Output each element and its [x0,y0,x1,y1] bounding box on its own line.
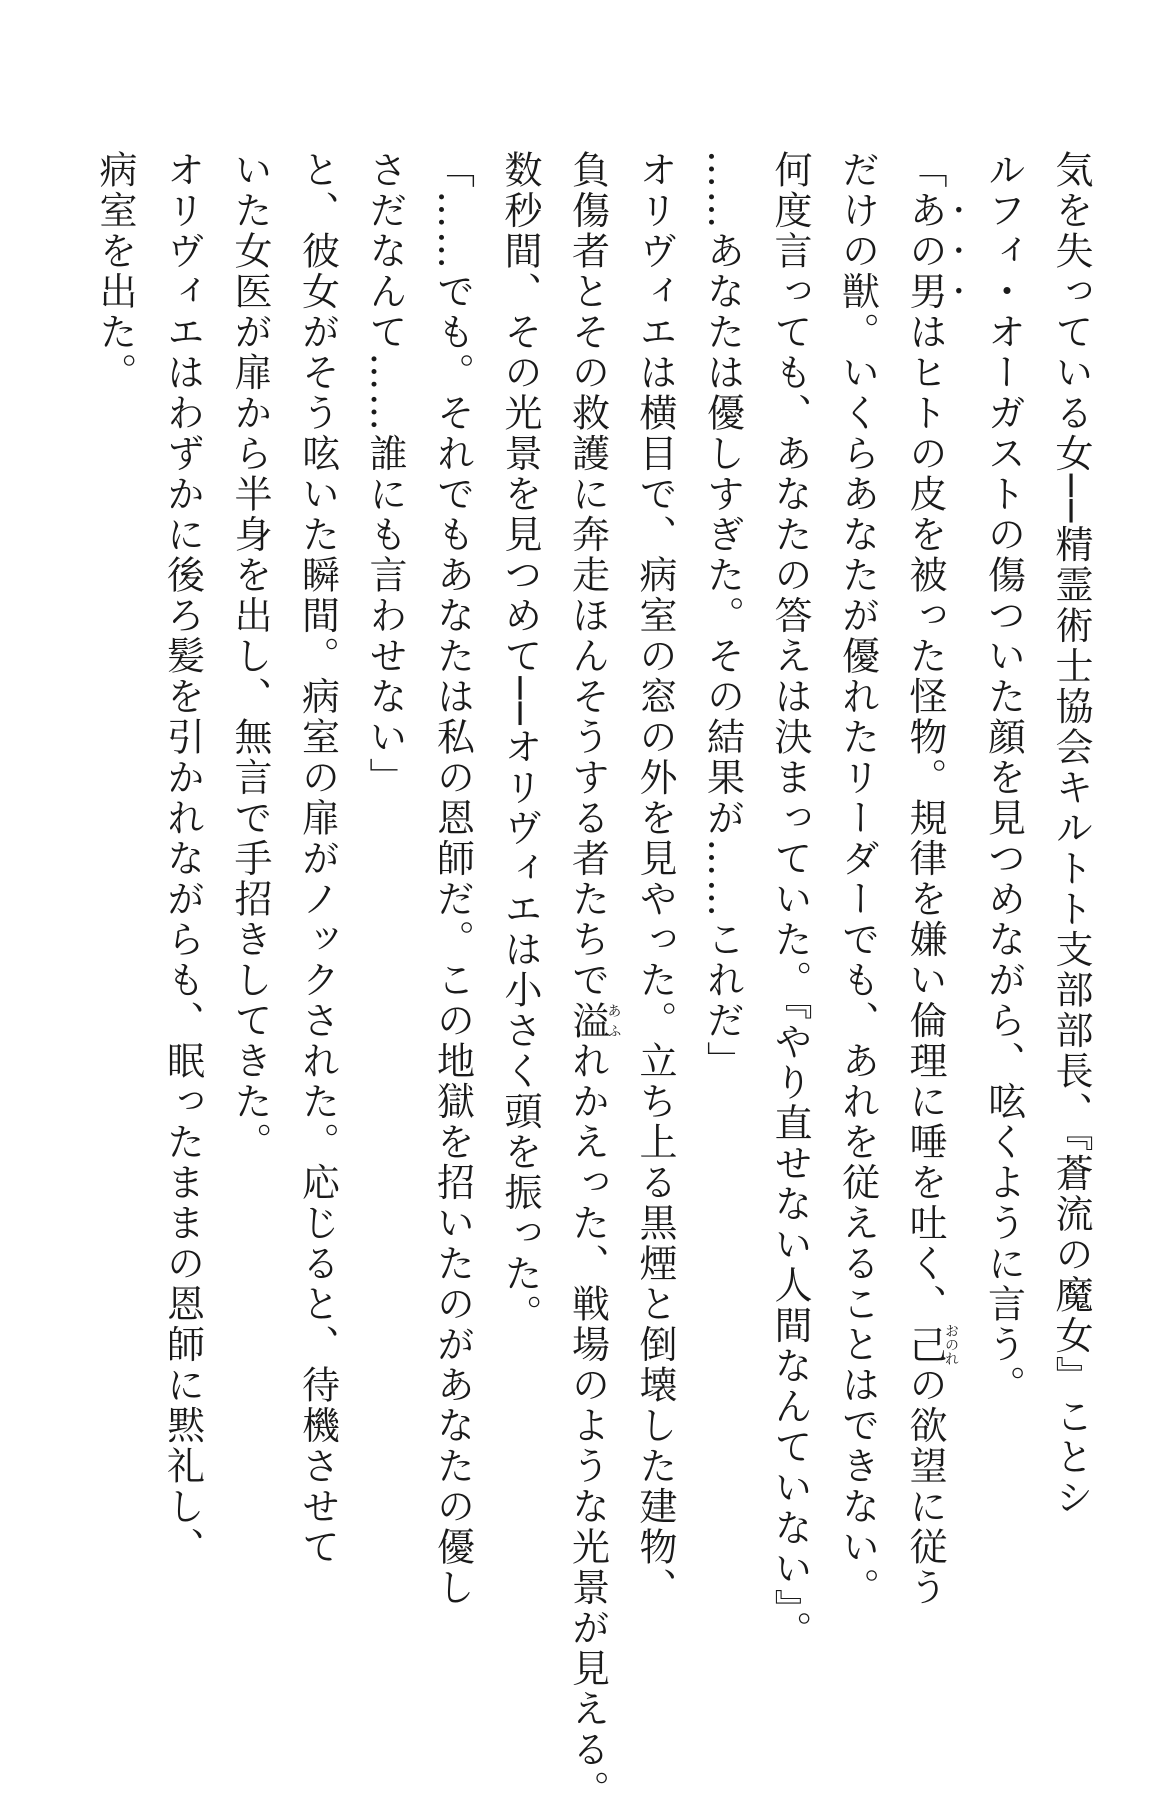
emphasis-dots: あの男 [903,190,947,312]
text-line-6: ……あなたは優しすぎた。その結果が……これだ」 [700,150,745,1082]
text-line-10: 「……でも。それでもあなたは私の恩師だ。この地獄を招いたのがあなたの優し [430,150,475,1608]
text-line-9: 数秒間、その光景を見つめて──オリヴィエは小さく頭を振った。 [498,150,542,1335]
ruby-afu: 溢あふ [565,1000,622,1041]
text-line-1: 気を失っている女──精霊術士協会キルトト支部部長、『蒼流の魔女』ことシ [1049,150,1093,1519]
text-line-3: 「あの男はヒトの皮を被った怪物。規律を嫌い倫理に唾を吐く、己おのれの欲望に従う [903,150,959,1608]
text-line-8: 負傷者とその救護に奔走ほんそうする者たちで溢あふれかえった、戦場のような光景が見える。 [565,150,622,1811]
ruby-onore: 己おのれ [903,1323,959,1366]
text-line-14: オリヴィエはわずかに後ろ髪を引かれながらも、眠ったままの恩師に黙礼し、 [160,150,205,1568]
text-line-11: さだなんて……誰にも言わせない」 [363,150,407,798]
text-line-2: ルフィ・オーガストの傷ついた顔を見つめながら、呟くように言う。 [981,150,1026,1406]
text-line-13: いた女医が扉から半身を出し、無言で手招きしてきた。 [228,150,272,1163]
vertical-text-body [81,150,1105,1811]
text-line-5: 何度言っても、あなたの答えは決まっていた。『やり直せない人間なんていない』。 [768,150,812,1651]
text-line-12: と、彼女がそう呟いた瞬間。病室の扉がノックされた。応じると、待機させて [295,150,340,1568]
text-line-7: オリヴィエは横目で、病室の窓の外を見やった。立ち上る黒煙と倒壊した建物、 [633,150,677,1608]
text-line-4: だけの獣。いくらあなたが優れたリーダーでも、あれを従えることはできない。 [835,150,880,1608]
text-line-15: 病室を出た。 [93,150,137,393]
